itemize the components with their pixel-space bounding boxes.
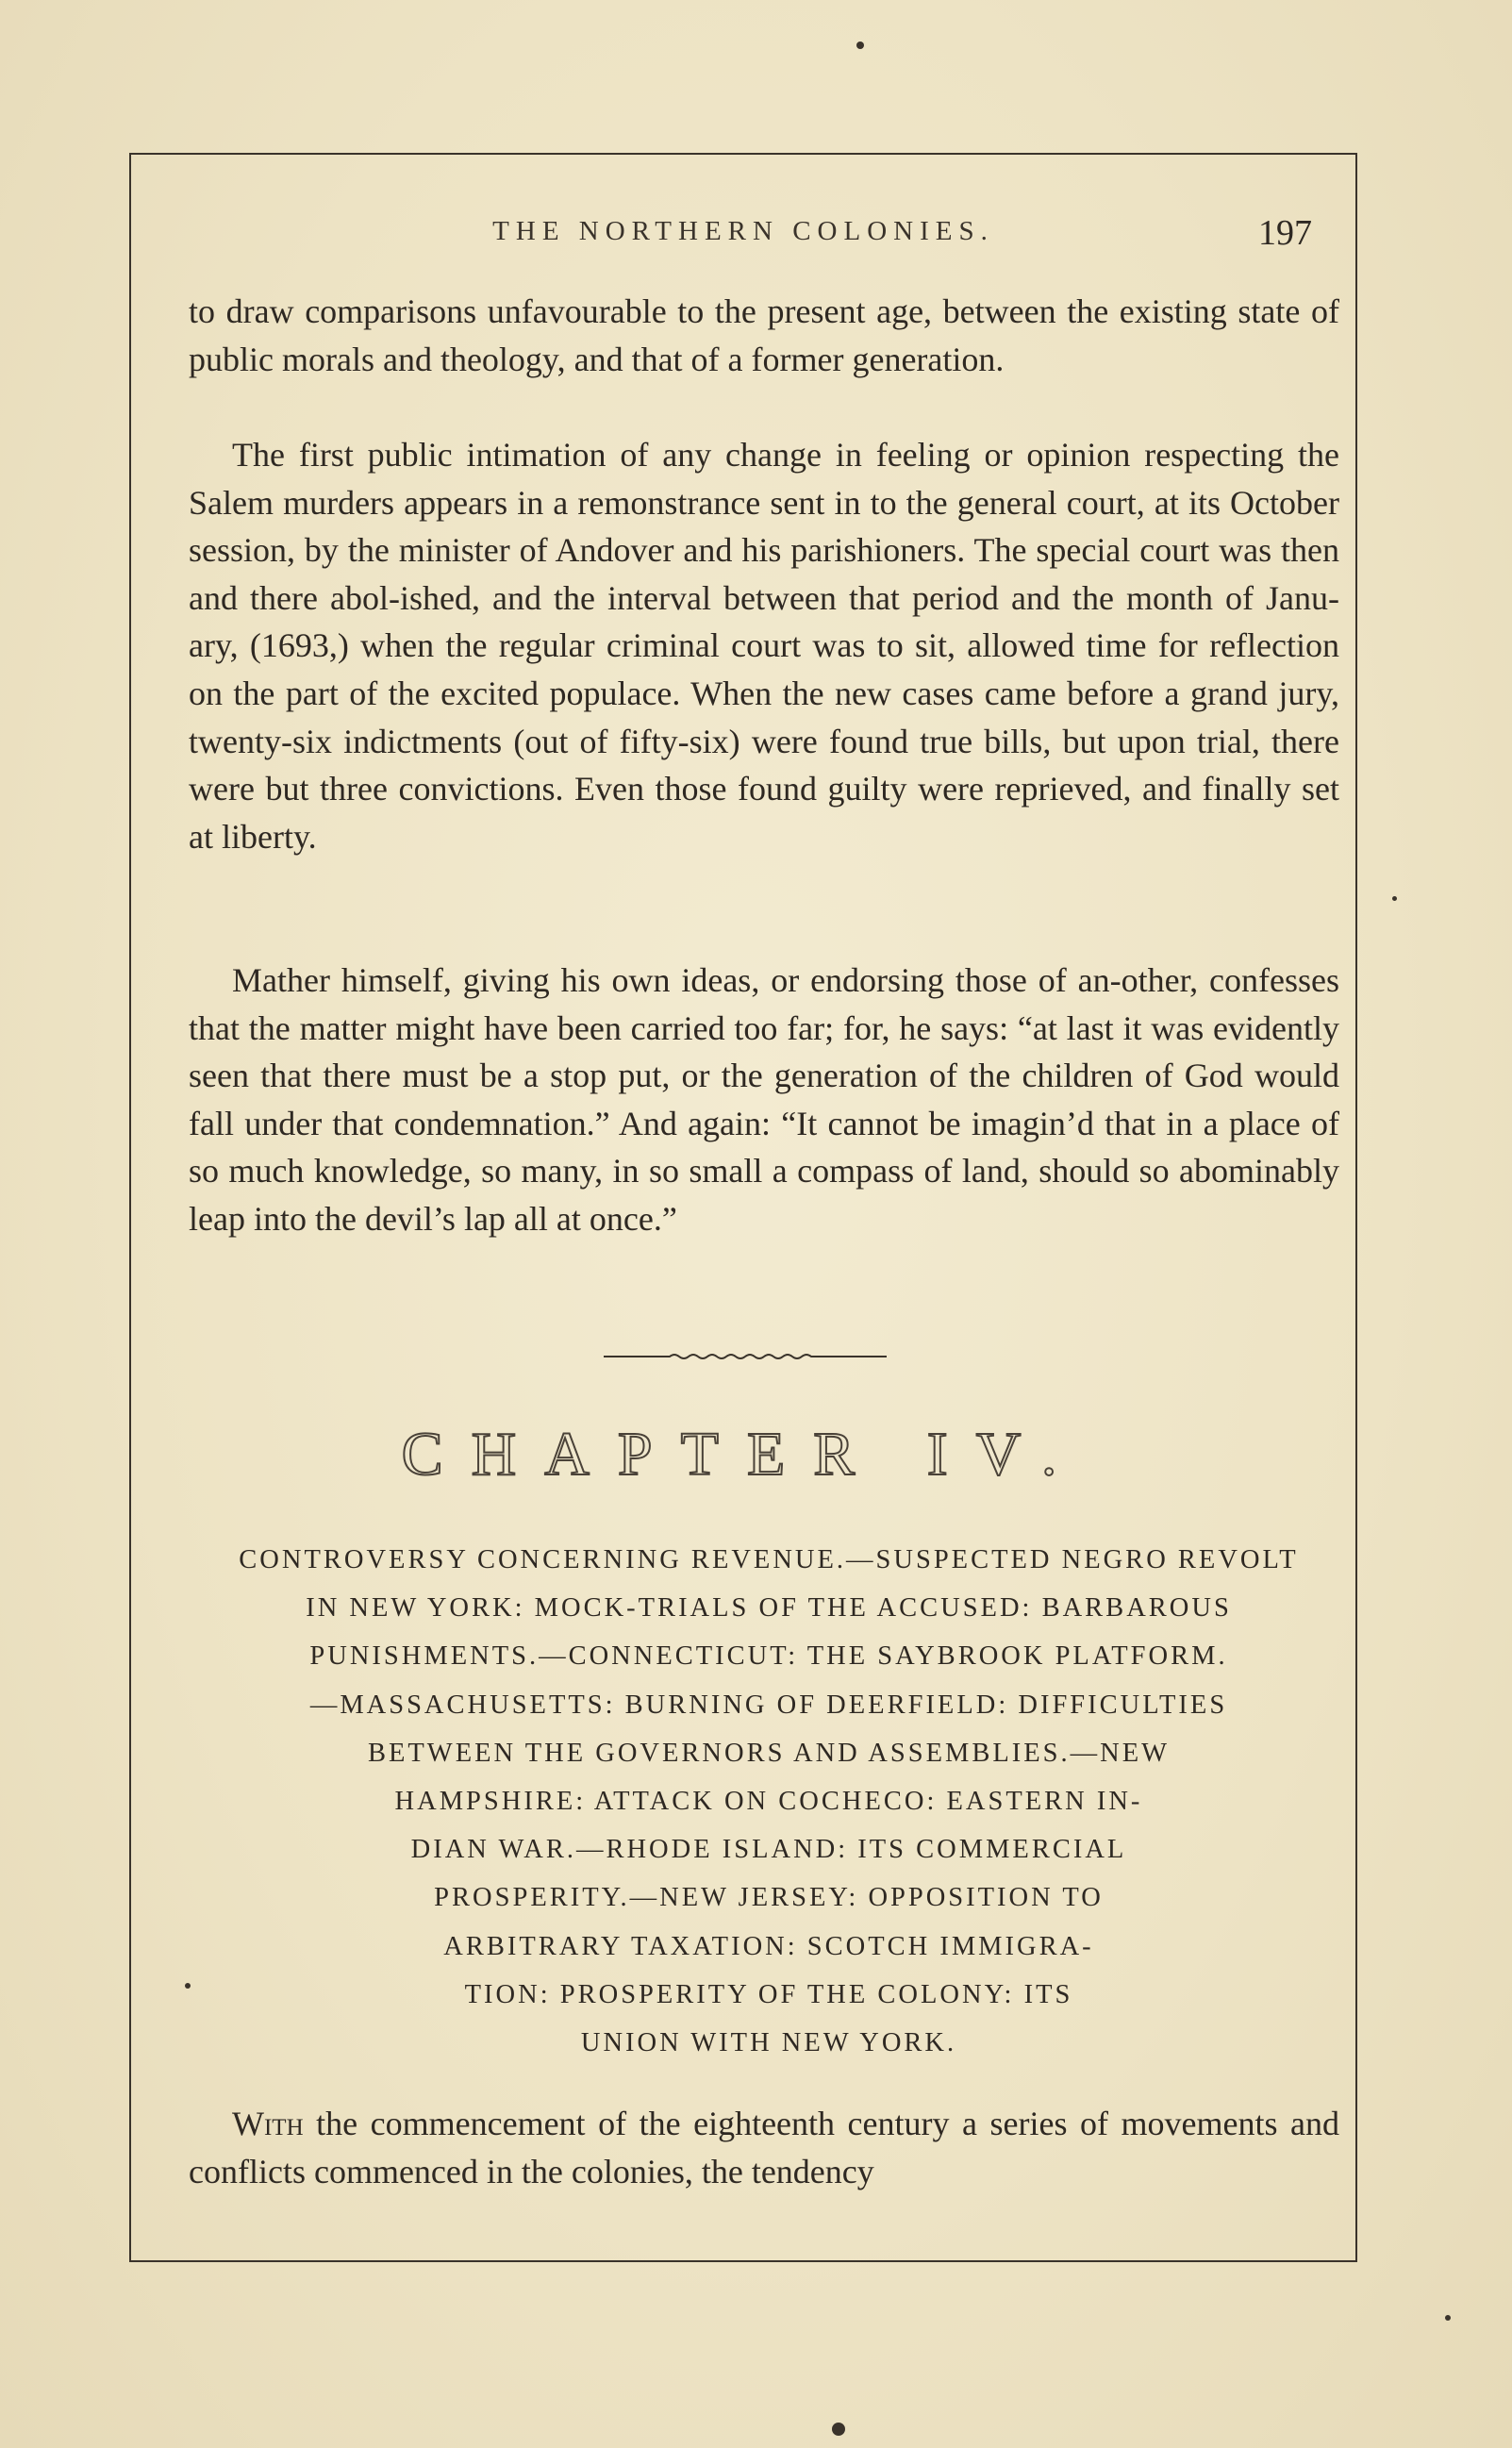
synopsis-line: ARBITRARY TAXATION: SCOTCH IMMIGRA-	[443, 1931, 1094, 1961]
paragraph-mather-quote: Mather himself, giving his own ideas, or endorsing those of an-other, confesses that the matter might have been carried too far; for, he says: “at last it was evidently seen that there must be a stop put, or the generation of the children of God would fall under that condemnation.” And again: “It cannot be imagin’d that in a place of so much knowledge, so many, in so small a compass of land, should so abominably leap into the devil’s lap all at once.”	[189, 961, 1339, 1238]
opening-word: With	[232, 2105, 304, 2142]
synopsis-line: CONTROVERSY CONCERNING REVENUE.—SUSPECTED NEGRO REVOLT	[239, 1545, 1299, 1574]
running-head	[129, 212, 1357, 259]
synopsis-line: BETWEEN THE GOVERNORS AND ASSEMBLIES.—NEW	[367, 1738, 1170, 1768]
synopsis-line: PUNISHMENTS.—CONNECTICUT: THE SAYBROOK PLATFORM.	[309, 1641, 1228, 1672]
synopsis-line: DIAN WAR.—RHODE ISLAND: ITS COMMERCIAL	[410, 1835, 1127, 1865]
ink-speck	[1392, 896, 1397, 901]
synopsis-line: HAMPSHIRE: ATTACK ON COCHECO: EASTERN IN-	[394, 1787, 1143, 1817]
ink-speck	[856, 42, 864, 49]
ink-speck	[832, 2423, 845, 2436]
wavy-rule-ornament	[604, 1347, 887, 1366]
ink-speck	[1445, 2315, 1451, 2321]
synopsis-line: IN NEW YORK: MOCK-TRIALS OF THE ACCUSED: BARBAROUS	[306, 1593, 1232, 1624]
chapter-synopsis	[189, 1536, 1349, 2067]
paragraph-chapter-opening	[189, 2100, 1339, 2195]
chapter-heading: CHAPTER IV.	[401, 1420, 1086, 1489]
synopsis-line: PROSPERITY.—NEW JERSEY: OPPOSITION TO	[434, 1883, 1104, 1913]
paragraph-salem-remonstrance: The first public intimation of any change in feeling or opinion respecting the Salem murders appears in a remonstrance sent in to the general court, at its October session, by the minister of Andover and his parishioners. The special court was then and there abol-ished, and the interval between that period and the month of Janu-ary, (1693,) when the regular criminal court was to sit, allowed time for reflection on the part of the excited populace. When the new cases came before a grand jury, twenty-six indictments (out of fifty-six) were found true bills, but upon trial, there were but three convictions. Even those found guilty were reprieved, and finally set at liberty.	[189, 436, 1339, 856]
synopsis-line: UNION WITH NEW YORK.	[580, 2028, 957, 2058]
page-number: 197	[1258, 213, 1312, 253]
synopsis-line: TION: PROSPERITY OF THE COLONY: ITS	[464, 1979, 1073, 2009]
ink-speck	[185, 1983, 191, 1989]
opening-text: the commencement of the eighteenth century a series of movements and conflicts commenced in the colonies, the tendency	[189, 2105, 1339, 2190]
paragraph-continuation: to draw comparisons unfavourable to the present age, between the existing state of public morals and theology, and that of a former generation.	[189, 292, 1339, 378]
synopsis-line: —MASSACHUSETTS: BURNING OF DEERFIELD: DIFFICULTIES	[309, 1690, 1228, 1720]
running-title: THE NORTHERN COLONIES.	[492, 216, 994, 246]
